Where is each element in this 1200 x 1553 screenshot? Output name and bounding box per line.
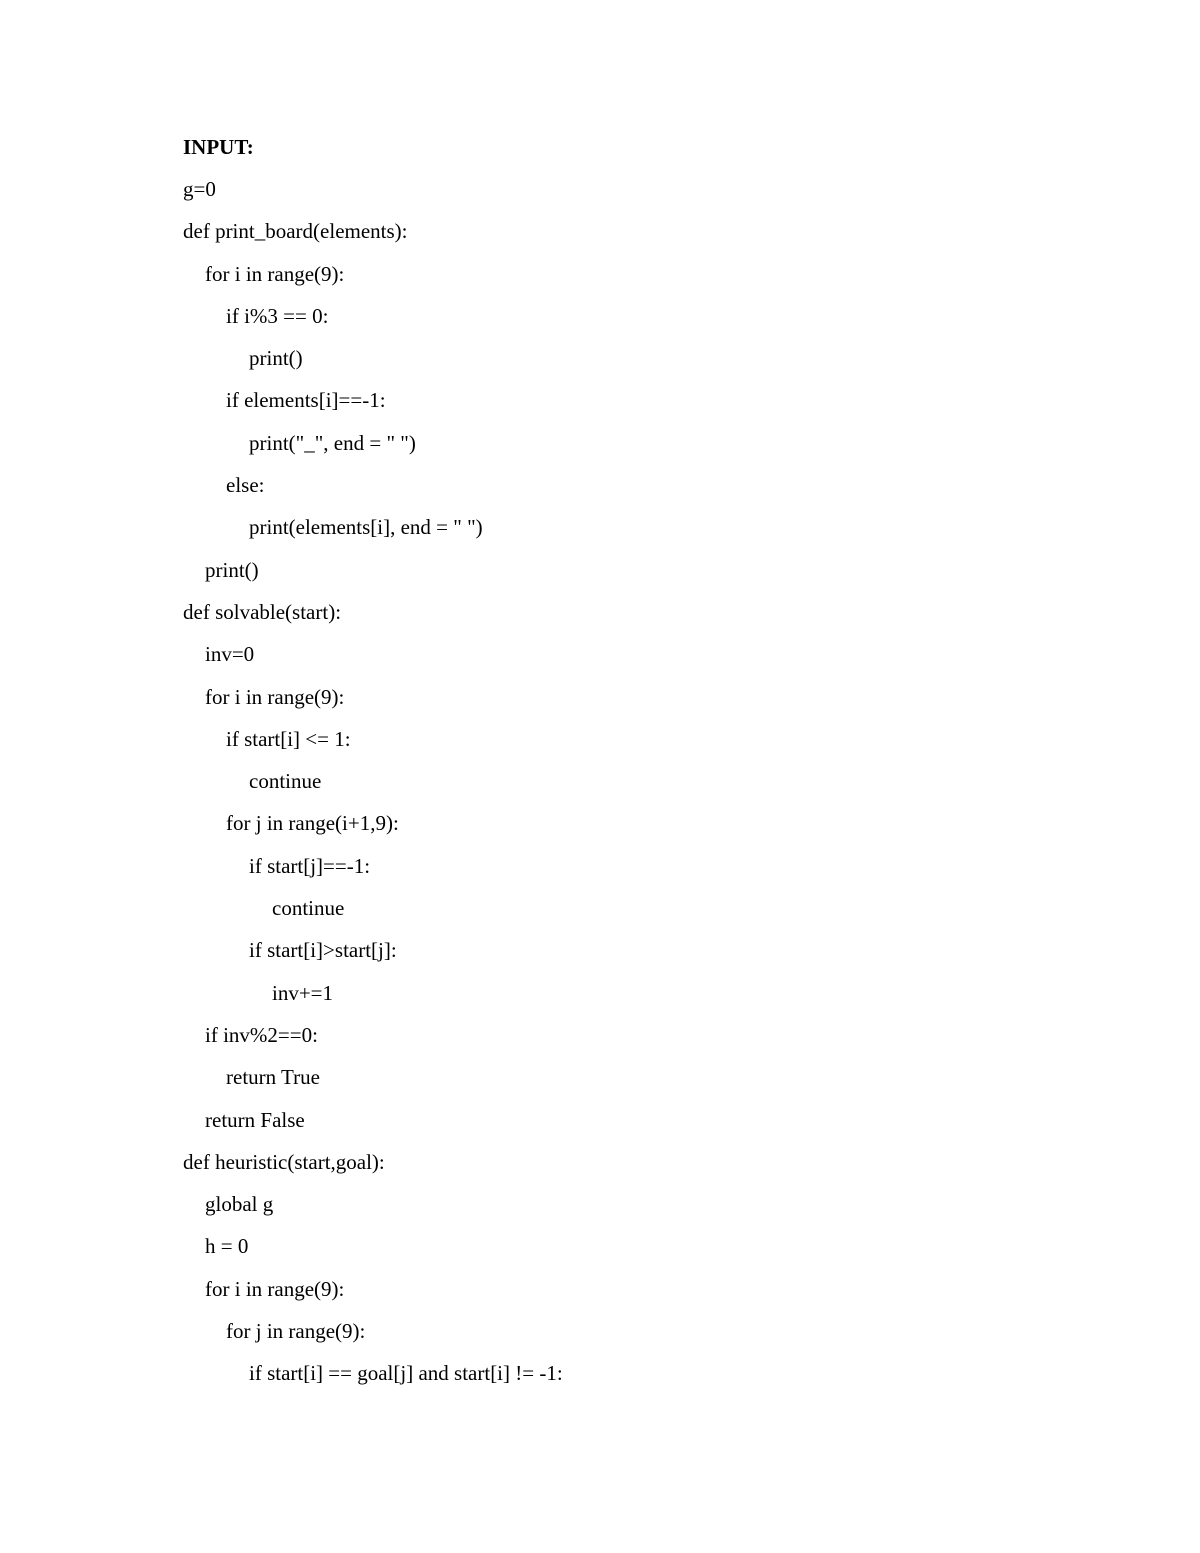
code-line: for j in range(9): [226, 1319, 366, 1344]
code-line: g=0 [183, 177, 216, 201]
code-line: if inv%2==0: [205, 1022, 318, 1047]
code-line: for i in range(9): [205, 1276, 345, 1301]
code-line: if start[i]>start[j]: [249, 938, 397, 963]
code-line: else: [226, 473, 265, 498]
code-line: if start[i] == goal[j] and start[i] != -1: [249, 1361, 563, 1386]
code-line: print() [205, 557, 259, 582]
code-line: print(elements[i], end = " ") [249, 515, 483, 540]
code-line: global g [205, 1192, 274, 1217]
code-line: return True [226, 1065, 320, 1090]
code-line: inv+=1 [272, 980, 334, 1005]
code-listing [183, 176, 563, 1403]
code-line: return False [205, 1107, 305, 1132]
code-line: def solvable(start): [183, 599, 342, 624]
code-line: for i in range(9): [205, 684, 345, 709]
code-line: print("_", end = " ") [249, 430, 416, 455]
code-line: if elements[i]==-1: [226, 388, 386, 413]
code-line: if i%3 == 0: [226, 303, 329, 328]
section-heading: INPUT: [183, 135, 254, 159]
code-line: inv=0 [205, 642, 255, 667]
code-line: continue [249, 769, 322, 794]
code-line: for j in range(i+1,9): [226, 811, 399, 836]
code-line: if start[j]==-1: [249, 853, 371, 878]
code-line: def print_board(elements): [183, 219, 408, 244]
code-line: for i in range(9): [205, 261, 345, 286]
code-line: print() [249, 346, 303, 371]
code-line: def heuristic(start,goal): [183, 1149, 385, 1174]
code-line: if start[i] <= 1: [226, 726, 351, 751]
code-line: continue [272, 896, 345, 921]
code-line: h = 0 [205, 1234, 249, 1259]
